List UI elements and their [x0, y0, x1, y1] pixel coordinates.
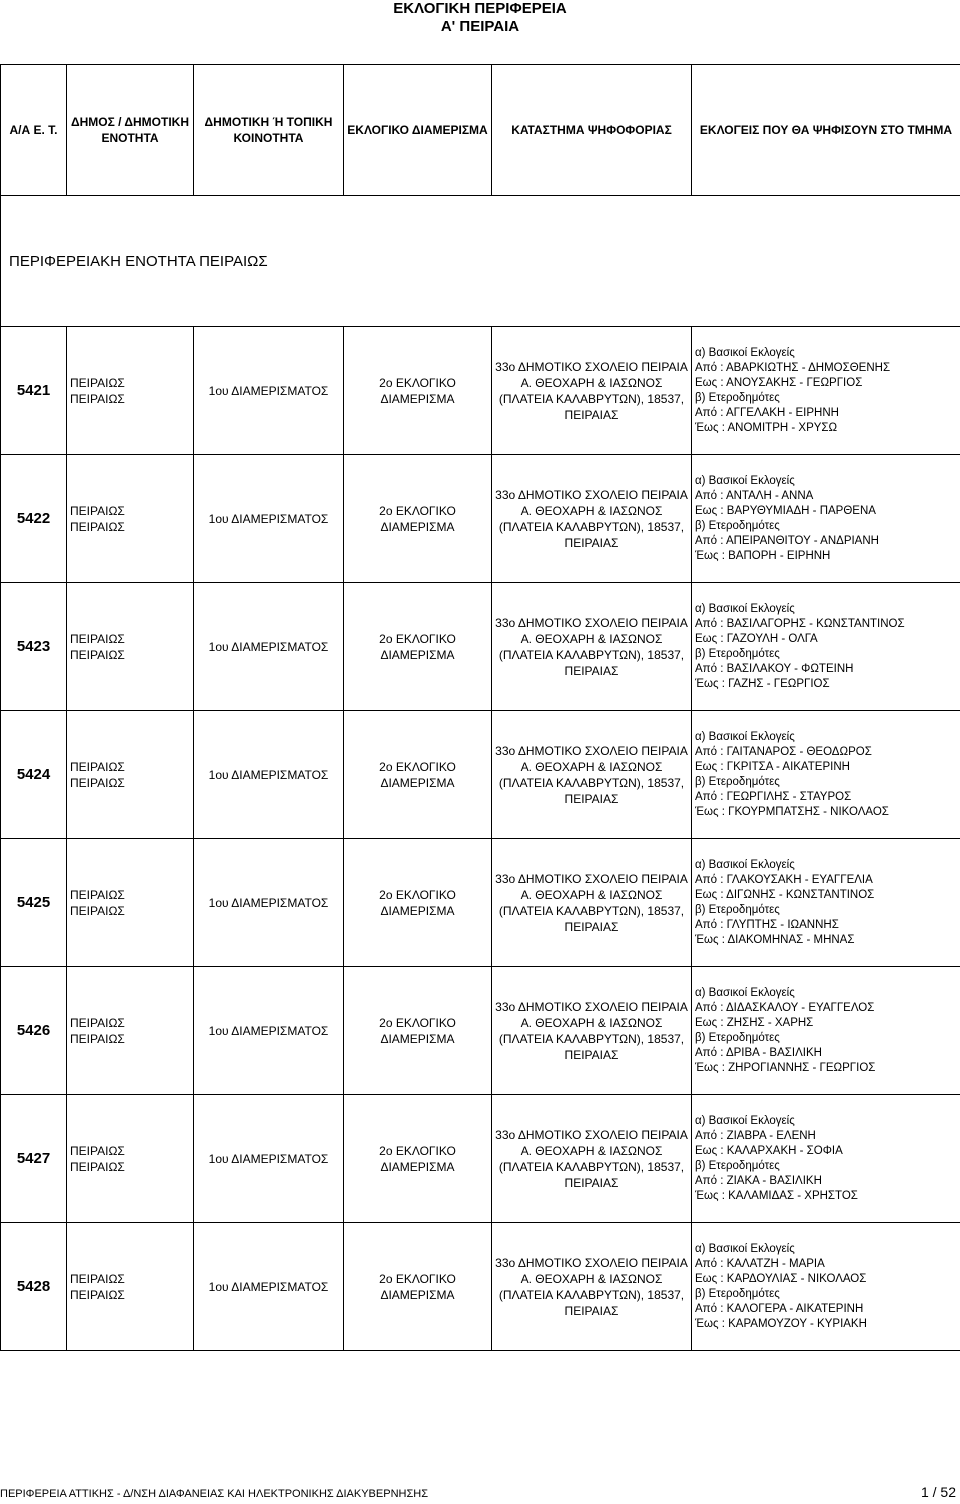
header-row	[1, 65, 960, 196]
row-code	[1, 967, 67, 1095]
municipality-line: ΠΕΙΡΑΙΩΣ	[70, 903, 125, 918]
voters-line: Από : ΑΒΑΡΚΙΩΤΗΣ - ΔΗΜΟΣΘΕΝΗΣ	[695, 361, 891, 374]
row-municipality	[67, 583, 194, 711]
row-voters	[692, 455, 960, 583]
table-row	[1, 967, 960, 1095]
table-row	[1, 711, 960, 839]
voters-line: Από : ΑΓΓΕΛΑΚΗ - ΕΙΡΗΝΗ	[695, 406, 839, 419]
station-line: Α. ΘΕΟΧΑΡΗ & ΙΑΣΩΝΟΣ	[520, 1015, 663, 1030]
station-line: Α. ΘΕΟΧΑΡΗ & ΙΑΣΩΝΟΣ	[520, 1143, 663, 1158]
voters-line: Εως : ΔΙΓΩΝΗΣ - ΚΩΝΣΤΑΝΤΙΝΟΣ	[695, 888, 875, 901]
row-code	[1, 455, 67, 583]
station-line: ΠΕΙΡΑΙΑΣ	[564, 791, 619, 806]
row-municipality	[67, 327, 194, 455]
municipality-line: ΠΕΙΡΑΙΩΣ	[70, 375, 125, 390]
station-line: (ΠΛΑΤΕΙΑ ΚΑΛΑΒΡΥΤΩΝ), 18537,	[498, 647, 685, 662]
voters-line: α) Βασικοί Εκλογείς	[695, 730, 795, 743]
district-line: ΔΙΑΜΕΡΙΣΜΑ	[380, 391, 455, 406]
station-line: ΠΕΙΡΑΙΑΣ	[564, 535, 619, 550]
header-municipality: ΔΗΜΟΣ / ΔΗΜΟΤΙΚΗ ΕΝΟΤΗΤΑ	[67, 65, 194, 196]
row-community	[194, 583, 344, 711]
table-row	[1, 455, 960, 583]
row-code	[1, 839, 67, 967]
district-line: 2ο ΕΚΛΟΓΙΚΟ	[379, 887, 456, 902]
voters-line: Εως : ΒΑΡΥΘΥΜΙΑΔΗ - ΠΑΡΘΕΝΑ	[695, 504, 876, 517]
voters-line: Έως : ΚΑΡΑΜΟΥΖΟΥ - ΚΥΡΙΑΚΗ	[695, 1317, 867, 1330]
station-line: ΠΕΙΡΑΙΑΣ	[564, 663, 619, 678]
row-station	[492, 1223, 692, 1351]
municipality-line: ΠΕΙΡΑΙΩΣ	[70, 1159, 125, 1174]
row-voters	[692, 967, 960, 1095]
district-line: 2ο ΕΚΛΟΓΙΚΟ	[379, 375, 456, 390]
row-district	[344, 1223, 492, 1351]
station-line: 33ο ΔΗΜΟΤΙΚΟ ΣΧΟΛΕΙΟ ΠΕΙΡΑΙΑ	[495, 615, 688, 630]
district-line: ΔΙΑΜΕΡΙΣΜΑ	[380, 903, 455, 918]
voters-line: Έως : ΖΗΡΟΓΙΑΝΝΗΣ - ΓΕΩΡΓΙΟΣ	[695, 1061, 876, 1074]
station-line: Α. ΘΕΟΧΑΡΗ & ΙΑΣΩΝΟΣ	[520, 503, 663, 518]
table-row	[1, 1223, 960, 1351]
row-district	[344, 711, 492, 839]
station-line: ΠΕΙΡΑΙΑΣ	[564, 1175, 619, 1190]
voters-line: β) Ετεροδημότες	[695, 1287, 780, 1300]
community-text: 1ου ΔΙΑΜΕΡΙΣΜΑΤΟΣ	[208, 383, 329, 398]
municipality-line: ΠΕΙΡΑΙΩΣ	[70, 1271, 125, 1286]
station-line: 33ο ΔΗΜΟΤΙΚΟ ΣΧΟΛΕΙΟ ΠΕΙΡΑΙΑ	[495, 1127, 688, 1142]
voters-line: Εως : ΓΚΡΙΤΣΑ - ΑΙΚΑΤΕΡΙΝΗ	[695, 760, 850, 773]
voters-line: β) Ετεροδημότες	[695, 775, 780, 788]
district-line: ΔΙΑΜΕΡΙΣΜΑ	[380, 1159, 455, 1174]
row-community	[194, 455, 344, 583]
row-community	[194, 1095, 344, 1223]
row-station	[492, 327, 692, 455]
region-row	[1, 196, 960, 327]
polling-stations-table	[0, 64, 960, 1351]
row-code-text: 5421	[16, 382, 51, 399]
row-station	[492, 839, 692, 967]
row-voters	[692, 711, 960, 839]
station-line: (ΠΛΑΤΕΙΑ ΚΑΛΑΒΡΥΤΩΝ), 18537,	[498, 1031, 685, 1046]
row-code	[1, 711, 67, 839]
voters-line: Από : ΔΙΔΑΣΚΑΛΟΥ - ΕΥΑΓΓΕΛΟΣ	[695, 1001, 875, 1014]
station-line: 33ο ΔΗΜΟΤΙΚΟ ΣΧΟΛΕΙΟ ΠΕΙΡΑΙΑ	[495, 999, 688, 1014]
row-municipality	[67, 967, 194, 1095]
header-aa: Α/Α Ε. Τ.	[1, 65, 67, 196]
voters-line: Από : ΓΑΙΤΑΝΑΡΟΣ - ΘΕΟΔΩΡΟΣ	[695, 745, 872, 758]
district-line: ΔΙΑΜΕΡΙΣΜΑ	[380, 1031, 455, 1046]
voters-line: Από : ΒΑΣΙΛΑΓΟΡΗΣ - ΚΩΝΣΤΑΝΤΙΝΟΣ	[695, 617, 905, 630]
header-community: ΔΗΜΟΤΙΚΗ Ή ΤΟΠΙΚΗ ΚΟΙΝΟΤΗΤΑ	[194, 65, 344, 196]
row-code	[1, 1223, 67, 1351]
row-community	[194, 839, 344, 967]
municipality-line: ΠΕΙΡΑΙΩΣ	[70, 887, 125, 902]
voters-line: α) Βασικοί Εκλογείς	[695, 986, 795, 999]
station-line: Α. ΘΕΟΧΑΡΗ & ΙΑΣΩΝΟΣ	[520, 631, 663, 646]
community-text: 1ου ΔΙΑΜΕΡΙΣΜΑΤΟΣ	[208, 1023, 329, 1038]
footer-text: ΠΕΡΙΦΕΡΕΙΑ ΑΤΤΙΚΗΣ - Δ/ΝΣΗ ΔΙΑΦΑΝΕΙΑΣ ΚΑΙ ΗΛΕΚΤΡΟΝΙΚΗΣ ΔΙΑΚΥΒΕΡΝΗΣΗΣ	[0, 1488, 429, 1500]
municipality-line: ΠΕΙΡΑΙΩΣ	[70, 1015, 125, 1030]
voters-line: Έως : ΔΙΑΚΟΜΗΝΑΣ - ΜΗΝΑΣ	[695, 933, 855, 946]
voters-line: Από : ΓΛΑΚΟΥΣΑΚΗ - ΕΥΑΓΓΕΛΙΑ	[695, 873, 873, 886]
voters-line: β) Ετεροδημότες	[695, 519, 780, 532]
voters-line: Από : ΑΝΤΑΛΗ - ΑΝΝΑ	[695, 489, 814, 502]
voters-line: Από : ΖΙΑΒΡΑ - ΕΛΕΝΗ	[695, 1129, 816, 1142]
station-line: 33ο ΔΗΜΟΤΙΚΟ ΣΧΟΛΕΙΟ ΠΕΙΡΑΙΑ	[495, 871, 688, 886]
district-line: 2ο ΕΚΛΟΓΙΚΟ	[379, 631, 456, 646]
voters-line: Έως : ΑΝΟΜΙΤΡΗ - ΧΡΥΣΩ	[695, 421, 838, 434]
voters-line: Από : ΖΙΑΚΑ - ΒΑΣΙΛΙΚΗ	[695, 1174, 822, 1187]
row-community	[194, 967, 344, 1095]
station-line: Α. ΘΕΟΧΑΡΗ & ΙΑΣΩΝΟΣ	[520, 887, 663, 902]
municipality-line: ΠΕΙΡΑΙΩΣ	[70, 503, 125, 518]
table-row	[1, 839, 960, 967]
voters-line: α) Βασικοί Εκλογείς	[695, 1242, 795, 1255]
row-community	[194, 1223, 344, 1351]
municipality-line: ΠΕΙΡΑΙΩΣ	[70, 391, 125, 406]
header-station: ΚΑΤΑΣΤΗΜΑ ΨΗΦΟΦΟΡΙΑΣ	[492, 65, 692, 196]
page-number: 1 / 52	[920, 1484, 956, 1500]
station-line: (ΠΛΑΤΕΙΑ ΚΑΛΑΒΡΥΤΩΝ), 18537,	[498, 775, 685, 790]
community-text: 1ου ΔΙΑΜΕΡΙΣΜΑΤΟΣ	[208, 639, 329, 654]
region-label: ΠΕΡΙΦΕΡΕΙΑΚΗ ΕΝΟΤΗΤΑ ΠΕΙΡΑΙΩΣ	[1, 196, 960, 327]
table-row	[1, 583, 960, 711]
voters-line: Από : ΔΡΙΒΑ - ΒΑΣΙΛΙΚΗ	[695, 1046, 822, 1059]
voters-line: Έως : ΒΑΠΟΡΗ - ΕΙΡΗΝΗ	[695, 549, 831, 562]
voters-line: Εως : ΖΗΣΗΣ - ΧΑΡΗΣ	[695, 1016, 814, 1029]
voters-line: β) Ετεροδημότες	[695, 1031, 780, 1044]
district-line: 2ο ΕΚΛΟΓΙΚΟ	[379, 1015, 456, 1030]
voters-line: α) Βασικοί Εκλογείς	[695, 346, 795, 359]
header-district: ΕΚΛΟΓΙΚΟ ΔΙΑΜΕΡΙΣΜΑ	[344, 65, 492, 196]
row-municipality	[67, 711, 194, 839]
community-text: 1ου ΔΙΑΜΕΡΙΣΜΑΤΟΣ	[208, 895, 329, 910]
row-code-text: 5425	[16, 894, 51, 911]
row-code	[1, 583, 67, 711]
voters-line: Από : ΚΑΛΑΤΖΗ - ΜΑΡΙΑ	[695, 1257, 825, 1270]
row-code-text: 5426	[16, 1022, 51, 1039]
municipality-line: ΠΕΙΡΑΙΩΣ	[70, 759, 125, 774]
row-station	[492, 1095, 692, 1223]
voters-line: Εως : ΚΑΡΔΟΥΛΙΑΣ - ΝΙΚΟΛΑΟΣ	[695, 1272, 867, 1285]
row-district	[344, 839, 492, 967]
station-line: ΠΕΙΡΑΙΑΣ	[564, 1047, 619, 1062]
municipality-line: ΠΕΙΡΑΙΩΣ	[70, 519, 125, 534]
voters-line: Από : ΓΛΥΠΤΗΣ - ΙΩΑΝΝΗΣ	[695, 918, 839, 931]
voters-line: β) Ετεροδημότες	[695, 647, 780, 660]
table-row	[1, 1095, 960, 1223]
row-code	[1, 1095, 67, 1223]
row-voters	[692, 327, 960, 455]
municipality-line: ΠΕΙΡΑΙΩΣ	[70, 1031, 125, 1046]
station-line: Α. ΘΕΟΧΑΡΗ & ΙΑΣΩΝΟΣ	[520, 1271, 663, 1286]
row-station	[492, 711, 692, 839]
station-line: (ΠΛΑΤΕΙΑ ΚΑΛΑΒΡΥΤΩΝ), 18537,	[498, 391, 685, 406]
district-line: 2ο ΕΚΛΟΓΙΚΟ	[379, 1143, 456, 1158]
station-line: ΠΕΙΡΑΙΑΣ	[564, 1303, 619, 1318]
station-line: 33ο ΔΗΜΟΤΙΚΟ ΣΧΟΛΕΙΟ ΠΕΙΡΑΙΑ	[495, 487, 688, 502]
document-title-line2: Α' ΠΕΙΡΑΙΑ	[440, 18, 520, 35]
voters-line: Από : ΑΠΕΙΡΑΝΘΙΤΟΥ - ΑΝΔΡΙΑΝΗ	[695, 534, 879, 547]
row-code	[1, 327, 67, 455]
station-line: (ΠΛΑΤΕΙΑ ΚΑΛΑΒΡΥΤΩΝ), 18537,	[498, 519, 685, 534]
station-line: (ΠΛΑΤΕΙΑ ΚΑΛΑΒΡΥΤΩΝ), 18537,	[498, 903, 685, 918]
district-line: 2ο ΕΚΛΟΓΙΚΟ	[379, 759, 456, 774]
voters-line: Έως : ΓΚΟΥΡΜΠΑΤΣΗΣ - ΝΙΚΟΛΑΟΣ	[695, 805, 889, 818]
row-municipality	[67, 1223, 194, 1351]
station-line: (ΠΛΑΤΕΙΑ ΚΑΛΑΒΡΥΤΩΝ), 18537,	[498, 1287, 685, 1302]
station-line: 33ο ΔΗΜΟΤΙΚΟ ΣΧΟΛΕΙΟ ΠΕΙΡΑΙΑ	[495, 743, 688, 758]
row-municipality	[67, 839, 194, 967]
station-line: 33ο ΔΗΜΟΤΙΚΟ ΣΧΟΛΕΙΟ ΠΕΙΡΑΙΑ	[495, 359, 688, 374]
voters-line: β) Ετεροδημότες	[695, 1159, 780, 1172]
row-voters	[692, 1223, 960, 1351]
row-voters	[692, 1095, 960, 1223]
row-station	[492, 455, 692, 583]
voters-line: α) Βασικοί Εκλογείς	[695, 858, 795, 871]
row-district	[344, 327, 492, 455]
row-station	[492, 583, 692, 711]
voters-line: β) Ετεροδημότες	[695, 391, 780, 404]
district-line: ΔΙΑΜΕΡΙΣΜΑ	[380, 775, 455, 790]
voters-line: Έως : ΚΑΛΑΜΙΔΑΣ - ΧΡΗΣΤΟΣ	[695, 1189, 858, 1202]
row-municipality	[67, 1095, 194, 1223]
voters-line: Από : ΒΑΣΙΛΑΚΟΥ - ΦΩΤΕΙΝΗ	[695, 662, 854, 675]
voters-line: Έως : ΓΑΖΗΣ - ΓΕΩΡΓΙΟΣ	[695, 677, 830, 690]
municipality-line: ΠΕΙΡΑΙΩΣ	[70, 775, 125, 790]
row-code-text: 5424	[16, 766, 51, 783]
row-voters	[692, 839, 960, 967]
voters-line: Από : ΚΑΛΟΓΕΡΑ - ΑΙΚΑΤΕΡΙΝΗ	[695, 1302, 864, 1315]
station-line: Α. ΘΕΟΧΑΡΗ & ΙΑΣΩΝΟΣ	[520, 375, 663, 390]
community-text: 1ου ΔΙΑΜΕΡΙΣΜΑΤΟΣ	[208, 767, 329, 782]
row-voters	[692, 583, 960, 711]
district-line: 2ο ΕΚΛΟΓΙΚΟ	[379, 1271, 456, 1286]
station-line: ΠΕΙΡΑΙΑΣ	[564, 407, 619, 422]
municipality-line: ΠΕΙΡΑΙΩΣ	[70, 1287, 125, 1302]
table-row	[1, 327, 960, 455]
community-text: 1ου ΔΙΑΜΕΡΙΣΜΑΤΟΣ	[208, 1279, 329, 1294]
community-text: 1ου ΔΙΑΜΕΡΙΣΜΑΤΟΣ	[208, 1151, 329, 1166]
station-line: 33ο ΔΗΜΟΤΙΚΟ ΣΧΟΛΕΙΟ ΠΕΙΡΑΙΑ	[495, 1255, 688, 1270]
row-district	[344, 1095, 492, 1223]
row-code-text: 5423	[16, 638, 51, 655]
community-text: 1ου ΔΙΑΜΕΡΙΣΜΑΤΟΣ	[208, 511, 329, 526]
row-community	[194, 327, 344, 455]
station-line: ΠΕΙΡΑΙΑΣ	[564, 919, 619, 934]
district-line: ΔΙΑΜΕΡΙΣΜΑ	[380, 519, 455, 534]
row-station	[492, 967, 692, 1095]
voters-line: β) Ετεροδημότες	[695, 903, 780, 916]
station-line: Α. ΘΕΟΧΑΡΗ & ΙΑΣΩΝΟΣ	[520, 759, 663, 774]
voters-line: Εως : ΑΝΟΥΣΑΚΗΣ - ΓΕΩΡΓΙΟΣ	[695, 376, 863, 389]
row-district	[344, 967, 492, 1095]
row-code-text: 5428	[16, 1278, 51, 1295]
voters-line: α) Βασικοί Εκλογείς	[695, 1114, 795, 1127]
row-municipality	[67, 455, 194, 583]
row-district	[344, 583, 492, 711]
district-line: 2ο ΕΚΛΟΓΙΚΟ	[379, 503, 456, 518]
municipality-line: ΠΕΙΡΑΙΩΣ	[70, 631, 125, 646]
header-voters: ΕΚΛΟΓΕΙΣ ΠΟΥ ΘΑ ΨΗΦΙΣΟΥΝ ΣΤΟ ΤΜΗΜΑ	[692, 65, 960, 196]
voters-line: α) Βασικοί Εκλογείς	[695, 602, 795, 615]
row-community	[194, 711, 344, 839]
row-district	[344, 455, 492, 583]
voters-line: α) Βασικοί Εκλογείς	[695, 474, 795, 487]
voters-line: Εως : ΓΑΖΟΥΛΗ - ΟΛΓΑ	[695, 632, 818, 645]
row-code-text: 5422	[16, 510, 51, 527]
district-line: ΔΙΑΜΕΡΙΣΜΑ	[380, 1287, 455, 1302]
document-title-line1: ΕΚΛΟΓΙΚΗ ΠΕΡΙΦΕΡΕΙΑ	[393, 0, 567, 17]
voters-line: Από : ΓΕΩΡΓΙΛΗΣ - ΣΤΑΥΡΟΣ	[695, 790, 852, 803]
voters-line: Εως : ΚΑΛΑΡΧΑΚΗ - ΣΟΦΙΑ	[695, 1144, 843, 1157]
district-line: ΔΙΑΜΕΡΙΣΜΑ	[380, 647, 455, 662]
municipality-line: ΠΕΙΡΑΙΩΣ	[70, 1143, 125, 1158]
municipality-line: ΠΕΙΡΑΙΩΣ	[70, 647, 125, 662]
row-code-text: 5427	[16, 1150, 51, 1167]
station-line: (ΠΛΑΤΕΙΑ ΚΑΛΑΒΡΥΤΩΝ), 18537,	[498, 1159, 685, 1174]
